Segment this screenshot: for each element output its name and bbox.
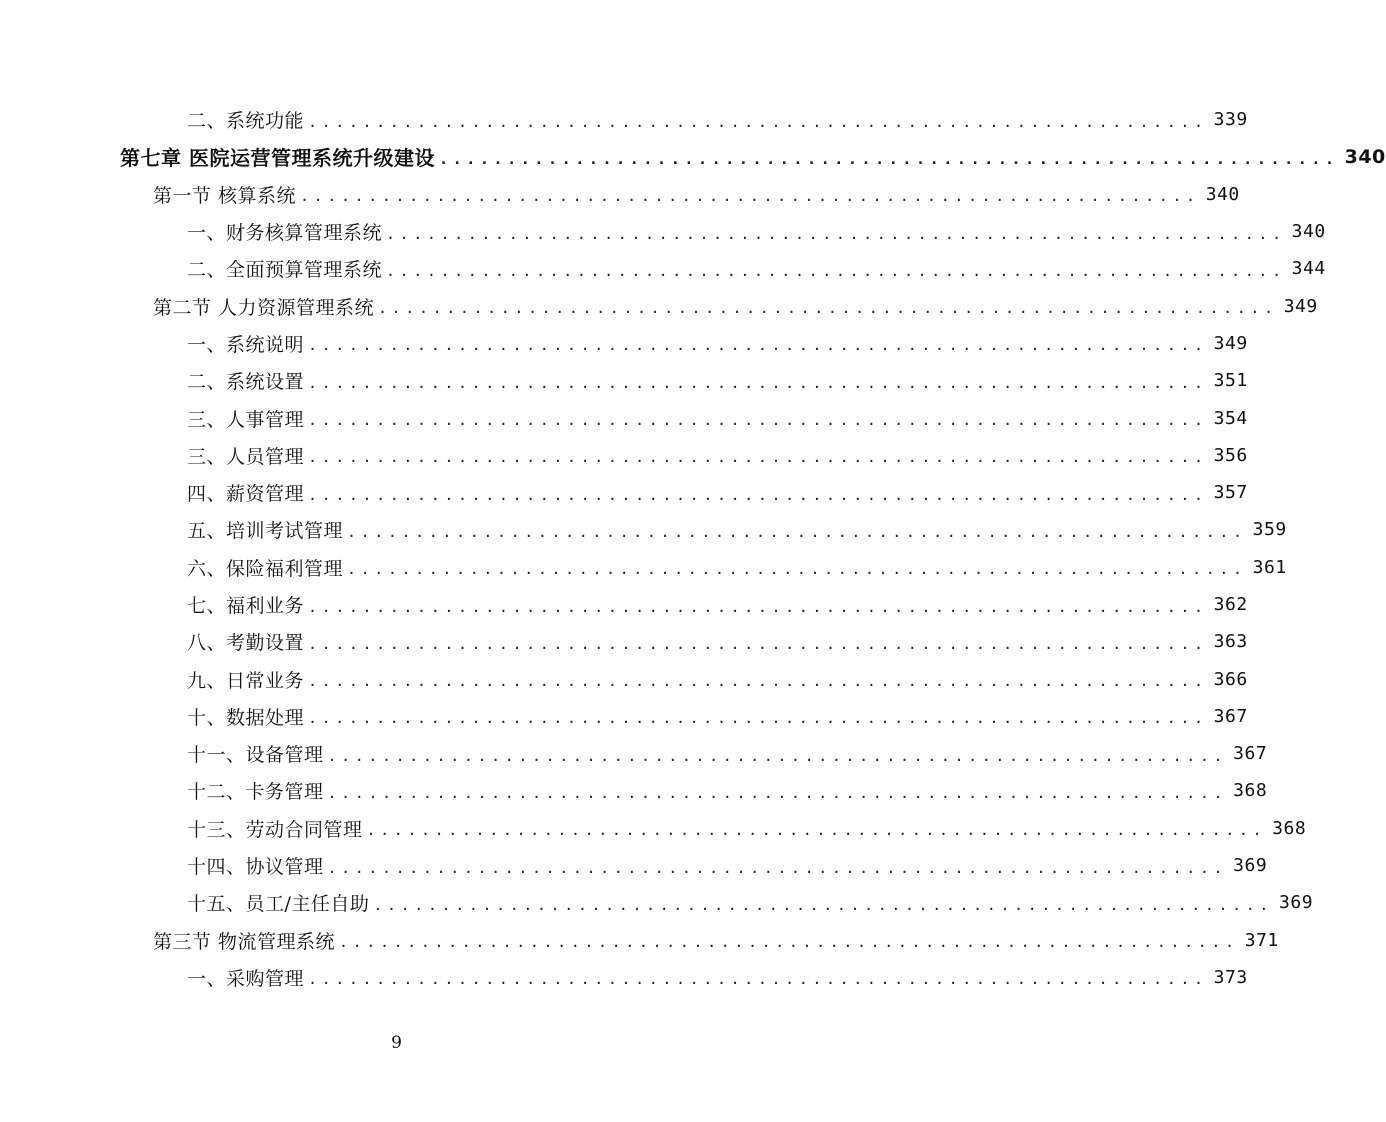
toc-entry-title: 七、福利业务	[187, 595, 305, 617]
toc-entry-page: 351	[1213, 370, 1248, 392]
toc-entry-section[interactable]	[0, 922, 1279, 959]
toc-entry[interactable]	[0, 325, 1248, 362]
toc-entry[interactable]	[0, 623, 1248, 660]
toc-entry-page: 371	[1244, 929, 1279, 951]
toc-entry-page: 361	[1252, 556, 1287, 578]
toc-entry[interactable]	[0, 437, 1248, 474]
toc-entry-page: 339	[1213, 109, 1248, 131]
toc-entry[interactable]	[0, 959, 1248, 996]
toc-entry-section[interactable]	[0, 287, 1318, 324]
dot-leader: ..................................................................	[308, 336, 1208, 355]
dot-leader: ..................................................................	[308, 485, 1208, 504]
toc-entry[interactable]	[0, 213, 1326, 250]
toc-entry[interactable]	[0, 847, 1268, 884]
toc-entry-page: 373	[1213, 966, 1248, 988]
toc-entry-title: 十三、劳动合同管理	[187, 818, 363, 841]
toc-entry-title: 六、保险福利管理	[187, 557, 344, 580]
dot-leader: ..................................................................	[308, 709, 1208, 728]
toc-entry-title: 十一、设备管理	[187, 744, 324, 767]
dot-leader: ..................................................................	[347, 522, 1247, 541]
toc-entry-title: 二、系统设置	[187, 371, 305, 394]
toc-entry-title: 第二节 人力资源管理系统	[153, 296, 375, 319]
dot-leader: ..................................................................	[373, 895, 1274, 914]
toc-entry-page: 368	[1233, 780, 1268, 802]
dot-leader: ..................................................................	[347, 560, 1247, 579]
toc-entry-title: 三、人员管理	[187, 445, 305, 468]
dot-leader: ..................................................................	[308, 112, 1208, 131]
toc-entry-page: 369	[1279, 892, 1314, 914]
toc-entry[interactable]	[0, 250, 1326, 287]
toc-entry-page: 359	[1252, 519, 1287, 541]
dot-leader: ..................................................................	[308, 597, 1208, 616]
toc-entry-title: 第三节 物流管理系统	[153, 930, 336, 953]
toc-entry-page: 369	[1233, 855, 1268, 877]
toc-entry-title: 二、系统功能	[187, 110, 305, 133]
toc-entry-section[interactable]	[0, 176, 1240, 213]
toc-entry[interactable]	[0, 474, 1248, 511]
toc-entry-title: 八、考勤设置	[187, 632, 305, 655]
dot-leader: ..................................................................	[327, 746, 1228, 765]
toc-entry-title: 十五、员工/主任自助	[187, 893, 370, 916]
toc-entry[interactable]	[0, 735, 1268, 772]
dot-leader: ..................................................................	[386, 224, 1286, 243]
toc-entry-title: 五、培训考试管理	[187, 520, 344, 543]
toc-entry-page: 340	[1344, 145, 1386, 168]
dot-leader: ..................................................................	[366, 821, 1267, 840]
dot-leader: ..................................................................	[327, 783, 1228, 802]
toc-entry-title: 九、日常业务	[187, 669, 305, 692]
toc-entry-page: 363	[1213, 631, 1248, 653]
toc-entry[interactable]	[0, 884, 1314, 921]
toc-entry-page: 349	[1213, 332, 1248, 354]
dot-leader: ..................................................................	[438, 149, 1339, 168]
toc-entry-title: 第一节 核算系统	[153, 184, 297, 207]
dot-leader: ..................................................................	[339, 933, 1239, 952]
dot-leader: ..................................................................	[308, 634, 1208, 653]
dot-leader: ..................................................................	[378, 299, 1278, 318]
toc-entry[interactable]	[0, 586, 1248, 623]
dot-leader: ..................................................................	[386, 261, 1286, 280]
toc-entry-page: 367	[1213, 705, 1248, 727]
toc-entry[interactable]	[0, 660, 1248, 697]
toc-entry[interactable]	[0, 549, 1287, 586]
toc-entry-chapter[interactable]	[0, 138, 1386, 175]
toc-entry-page: 340	[1205, 183, 1240, 205]
toc-entry[interactable]	[0, 698, 1248, 735]
toc-entry-page: 356	[1213, 444, 1248, 466]
toc-entry-title: 一、财务核算管理系统	[187, 222, 383, 245]
dot-leader: ..................................................................	[327, 858, 1228, 877]
toc-entry-page: 354	[1213, 407, 1248, 429]
dot-leader: ..................................................................	[308, 373, 1208, 392]
dot-leader: ..................................................................	[308, 411, 1208, 430]
toc-entry-title: 十四、协议管理	[187, 856, 324, 879]
dot-leader: ..................................................................	[308, 448, 1208, 467]
toc-entry-title: 二、全面预算管理系统	[187, 259, 383, 282]
toc-entry[interactable]	[0, 511, 1287, 548]
toc-entry-title: 三、人事管理	[187, 408, 305, 431]
toc-entry-title: 十二、卡务管理	[187, 781, 324, 804]
toc-entry-page: 340	[1291, 221, 1326, 243]
toc-entry-title: 一、采购管理	[187, 967, 305, 990]
toc-entry-title: 第七章 医院运营管理系统升级建设	[120, 146, 435, 171]
toc-entry-page: 349	[1283, 295, 1318, 317]
toc-entry-page: 362	[1213, 594, 1248, 615]
dot-leader: ..................................................................	[308, 970, 1208, 989]
toc-entry-page: 368	[1272, 817, 1307, 839]
dot-leader: ..................................................................	[308, 672, 1208, 691]
toc-entry-page: 357	[1213, 482, 1248, 504]
toc-entry[interactable]	[0, 810, 1307, 847]
page-number: 9	[391, 1033, 402, 1053]
toc-entry[interactable]	[0, 772, 1268, 809]
toc-entry-title: 四、薪资管理	[187, 483, 305, 506]
toc-entry-title: 十、数据处理	[187, 706, 305, 729]
toc-entry[interactable]	[0, 101, 1248, 138]
toc-entry[interactable]	[0, 399, 1248, 436]
toc-entry-page: 367	[1233, 743, 1268, 765]
dot-leader: ..................................................................	[300, 187, 1200, 206]
toc-entry-page: 344	[1291, 258, 1326, 280]
toc-entry-title: 一、系统说明	[187, 333, 305, 356]
table-of-contents	[0, 101, 1386, 996]
toc-entry-page: 366	[1213, 668, 1248, 690]
toc-entry[interactable]	[0, 362, 1248, 399]
